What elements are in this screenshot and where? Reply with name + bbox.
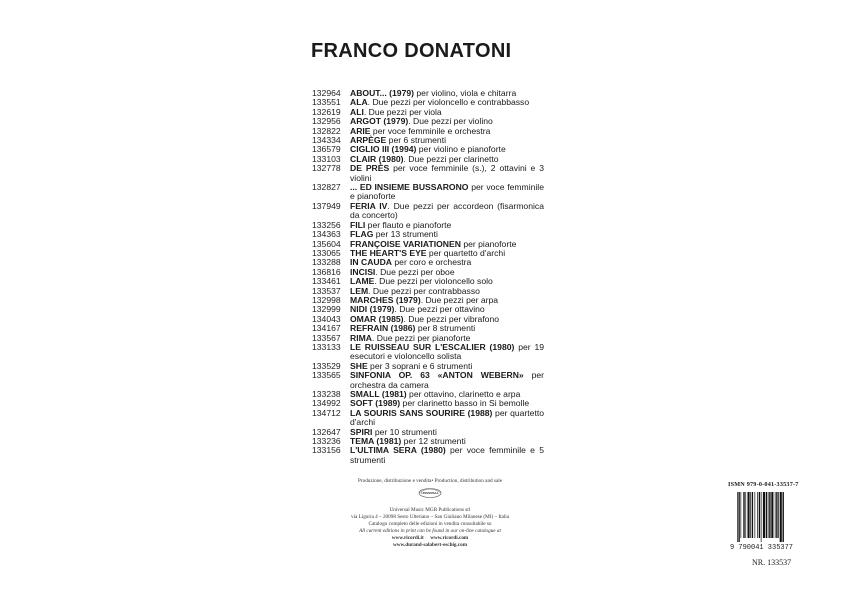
work-description: [350, 164, 544, 183]
work-title: LE RUISSEAU SUR L'ESCALIER (1980): [350, 341, 515, 352]
work-instrumentation: per 19 esecutori e violoncello solista: [350, 341, 544, 362]
work-title: IN CAUDA: [350, 257, 393, 268]
catalog-number: 133236: [312, 436, 341, 447]
work-title: LA SOURIS SANS SOURIRE (1988): [350, 407, 493, 418]
work-instrumentation: per 6 strumenti: [386, 135, 446, 146]
work-instrumentation: . Due pezzi per arpa: [420, 294, 499, 305]
publisher-footer: [300, 478, 560, 549]
work-instrumentation: . Due pezzi per clarinetto: [403, 153, 499, 164]
work-instrumentation: per 12 strumenti: [401, 436, 466, 447]
barcode-bar: [745, 492, 746, 538]
barcode-icon: [729, 490, 810, 550]
work-instrumentation: per pianoforte: [460, 238, 517, 249]
website-durand[interactable]: www.durand-salabert-eschig.com: [392, 542, 468, 548]
barcode-bar: [771, 492, 773, 538]
work-instrumentation: . Due pezzi per oboe: [375, 266, 455, 277]
work-title: THE HEART'S EYE: [350, 247, 427, 258]
catalog-number: 132999: [312, 304, 341, 315]
barcode-bar: [776, 492, 777, 538]
catalog-number: 133256: [312, 219, 341, 230]
publisher-name: Universal Music MGB Publications srl: [389, 507, 471, 513]
barcode-bar: [759, 492, 760, 538]
barcode-bar: [757, 492, 758, 538]
work-title: FILI: [350, 219, 366, 230]
work-instrumentation: . Due pezzi per ottavino: [394, 304, 485, 315]
catalog-number: 136579: [312, 144, 341, 155]
work-instrumentation: per flauto e pianoforte: [365, 219, 452, 230]
work-instrumentation: . Due pezzi per viola: [363, 106, 442, 117]
barcode-bar: [748, 492, 750, 538]
work-instrumentation: per quartetto d'archi: [426, 247, 506, 258]
catalog-number: 132998: [312, 294, 341, 305]
catalog-number: 132964: [312, 88, 341, 98]
work-instrumentation: . Due pezzi per vibrafono: [403, 313, 500, 324]
work-instrumentation: per voce femminile e pianoforte: [350, 182, 544, 202]
catalog-number: 133238: [312, 389, 341, 399]
work-title: ALI: [350, 106, 364, 117]
work-title: ABOUT... (1979): [350, 88, 414, 98]
barcode-bar: [769, 492, 770, 538]
barcode-bar: [750, 492, 751, 538]
catalog-number: 132956: [312, 116, 341, 127]
work-title: REFRAIN (1986): [350, 323, 416, 334]
work-title: SPIRI: [350, 426, 373, 437]
catalog-number: 134167: [312, 323, 341, 334]
catalog-number: 134992: [312, 398, 341, 409]
work-title: FRANÇOISE VARIATIONEN: [350, 238, 461, 249]
barcode-bar: [768, 492, 769, 538]
catalog-number: 134712: [312, 407, 341, 418]
work-instrumentation: . Due pezzi per violoncello solo: [374, 276, 493, 287]
catalog-number: 133537: [312, 285, 341, 296]
catalog-number: 133529: [312, 360, 341, 371]
work-title: ... ED INSIEME BUSSARONO: [350, 182, 469, 193]
website-ricordi-it[interactable]: www.ricordi.it: [391, 535, 424, 541]
work-title: SINFONIA OP. 63 «ANTON WEBERN»: [350, 370, 524, 381]
work-title: ALA: [350, 97, 368, 108]
catalog-entry: [312, 164, 544, 183]
work-instrumentation: per 10 strumenti: [372, 426, 437, 437]
work-title: LAME: [350, 276, 375, 287]
work-title: ARIE: [350, 125, 371, 136]
catalog-number: 132778: [312, 163, 341, 174]
catalog-number: 133133: [312, 341, 341, 352]
work-description: [350, 183, 544, 202]
work-title: SMALL (1981): [350, 389, 407, 399]
barcode-bar: [741, 492, 742, 538]
work-title: TEMA (1981): [350, 436, 402, 447]
catalog-number: NR. 133537: [752, 558, 792, 567]
work-instrumentation: . Due pezzi per violoncello e contrabbasso: [367, 97, 530, 108]
catalog-number: 136816: [312, 266, 341, 277]
work-title: DE PRÈS: [350, 163, 390, 174]
work-instrumentation: per voce femminile e 5 strumenti: [350, 445, 544, 465]
catalog-number: 133551: [312, 97, 341, 108]
work-title: NIDI (1979): [350, 304, 395, 315]
publisher-address: via Liguria 4 – 20098 Sesto Ulteriano – San Giuliano Milanese (MI) – Italia: [350, 514, 510, 520]
catalog-entry: [312, 202, 544, 221]
work-instrumentation: per 13 strumenti: [373, 229, 438, 240]
catalog-entry: [312, 409, 544, 428]
universal-logo-icon: [416, 486, 444, 500]
catalog-entry: [312, 343, 544, 362]
catalog-number: 132619: [312, 106, 341, 117]
work-title: SHE: [350, 360, 368, 371]
work-title: INCISI: [350, 266, 376, 277]
work-title: OMAR (1985): [350, 313, 404, 324]
barcode-bar: [737, 492, 738, 542]
barcode-bar: [763, 492, 765, 538]
work-instrumentation: . Due pezzi per pianoforte: [371, 332, 471, 343]
work-title: CLAIR (1980): [350, 153, 404, 164]
barcode-bar: [775, 492, 776, 538]
catalog-entry: [312, 183, 544, 202]
work-instrumentation: . Due pezzi per violino: [408, 116, 493, 127]
work-title: MARCHES (1979): [350, 294, 421, 305]
catalog-number: 132647: [312, 426, 341, 437]
barcode-bar: [743, 492, 744, 538]
catalog-entry: [312, 446, 544, 465]
work-description: [350, 371, 544, 390]
work-title: ARPÈGE: [350, 135, 387, 146]
distribution-line: Produzione, distribuzione e vendita• Production, distribution and sale: [357, 478, 502, 484]
work-instrumentation: per clarinetto basso in Si bemolle: [400, 398, 530, 409]
svg-text:9 790041 335377: 9 790041 335377: [730, 544, 794, 550]
work-title: LEM: [350, 285, 369, 296]
work-instrumentation: . Due pezzi per contrabbasso: [368, 285, 480, 296]
work-instrumentation: per violino, viola e chitarra: [414, 88, 517, 98]
catalog-number: 135604: [312, 238, 341, 249]
catalog-number: 134334: [312, 135, 341, 146]
catalog-number: 133156: [312, 445, 341, 456]
catalog-number: 137949: [312, 200, 341, 211]
catalog-number: 132827: [312, 182, 341, 193]
work-description: [350, 409, 544, 428]
catalog-note: Catalogo completo delle edizioni in vendita consultabile su: [368, 521, 492, 527]
work-description: [350, 446, 544, 465]
work-instrumentation: . Due pezzi per accordeon (fisarmonica da concerto): [350, 200, 544, 221]
work-title: RIMA: [350, 332, 372, 343]
work-instrumentation: per orchestra da camera: [350, 370, 544, 390]
svg-text:UNIVERSAL: UNIVERSAL: [421, 491, 439, 495]
work-description: [350, 202, 544, 221]
work-instrumentation: per violino e pianoforte: [416, 144, 506, 155]
catalog-number: 134043: [312, 313, 341, 324]
composer-title: FRANCO DONATONI: [311, 40, 512, 62]
catalog-number: 133065: [312, 247, 341, 258]
barcode-bar: [766, 492, 767, 538]
barcode-bar: [778, 492, 779, 538]
barcode-bar: [752, 492, 753, 538]
work-description: [350, 343, 544, 362]
ismn-code: ISMN 979-0-041-33537-7: [728, 481, 799, 488]
work-title: FLAG: [350, 229, 374, 240]
barcode-bar: [780, 492, 782, 542]
catalog-note-en: All current editions in print can be found in our on-line catalogue at: [359, 528, 501, 534]
work-instrumentation: per coro e orchestra: [392, 257, 472, 268]
work-instrumentation: per voce femminile (s.), 2 ottavini e 3 violini: [350, 163, 545, 183]
catalog-number: 133567: [312, 332, 341, 343]
catalog-number: 133461: [312, 276, 341, 287]
barcode-bar: [755, 492, 756, 538]
website-ricordi-com[interactable]: www.ricordi.com: [430, 535, 469, 541]
catalog-number: 132822: [312, 125, 341, 136]
work-instrumentation: per quartetto d'archi: [350, 407, 544, 428]
work-title: FERIA IV: [350, 200, 388, 211]
work-title: L'ULTIMA SERA (1980): [350, 445, 446, 456]
catalog-number: 133565: [312, 370, 341, 381]
catalog-number: 134363: [312, 229, 341, 240]
work-title: SOFT (1989): [350, 398, 401, 409]
work-title: ARGOT (1979): [350, 116, 409, 127]
catalog-number: 133288: [312, 257, 341, 268]
barcode-bar: [783, 492, 784, 542]
work-instrumentation: per 3 soprani e 6 strumenti: [367, 360, 473, 371]
work-title: CIGLIO III (1994): [350, 144, 417, 155]
catalog-entry: [312, 371, 544, 390]
work-instrumentation: per voce femminile e orchestra: [370, 125, 491, 136]
barcode-bar: [761, 492, 762, 542]
catalog-number: 133103: [312, 153, 341, 164]
work-instrumentation: per ottavino, clarinetto e arpa: [406, 389, 521, 399]
barcode-bar: [738, 492, 739, 542]
work-instrumentation: per 8 strumenti: [415, 323, 476, 334]
works-catalog: [312, 89, 544, 465]
